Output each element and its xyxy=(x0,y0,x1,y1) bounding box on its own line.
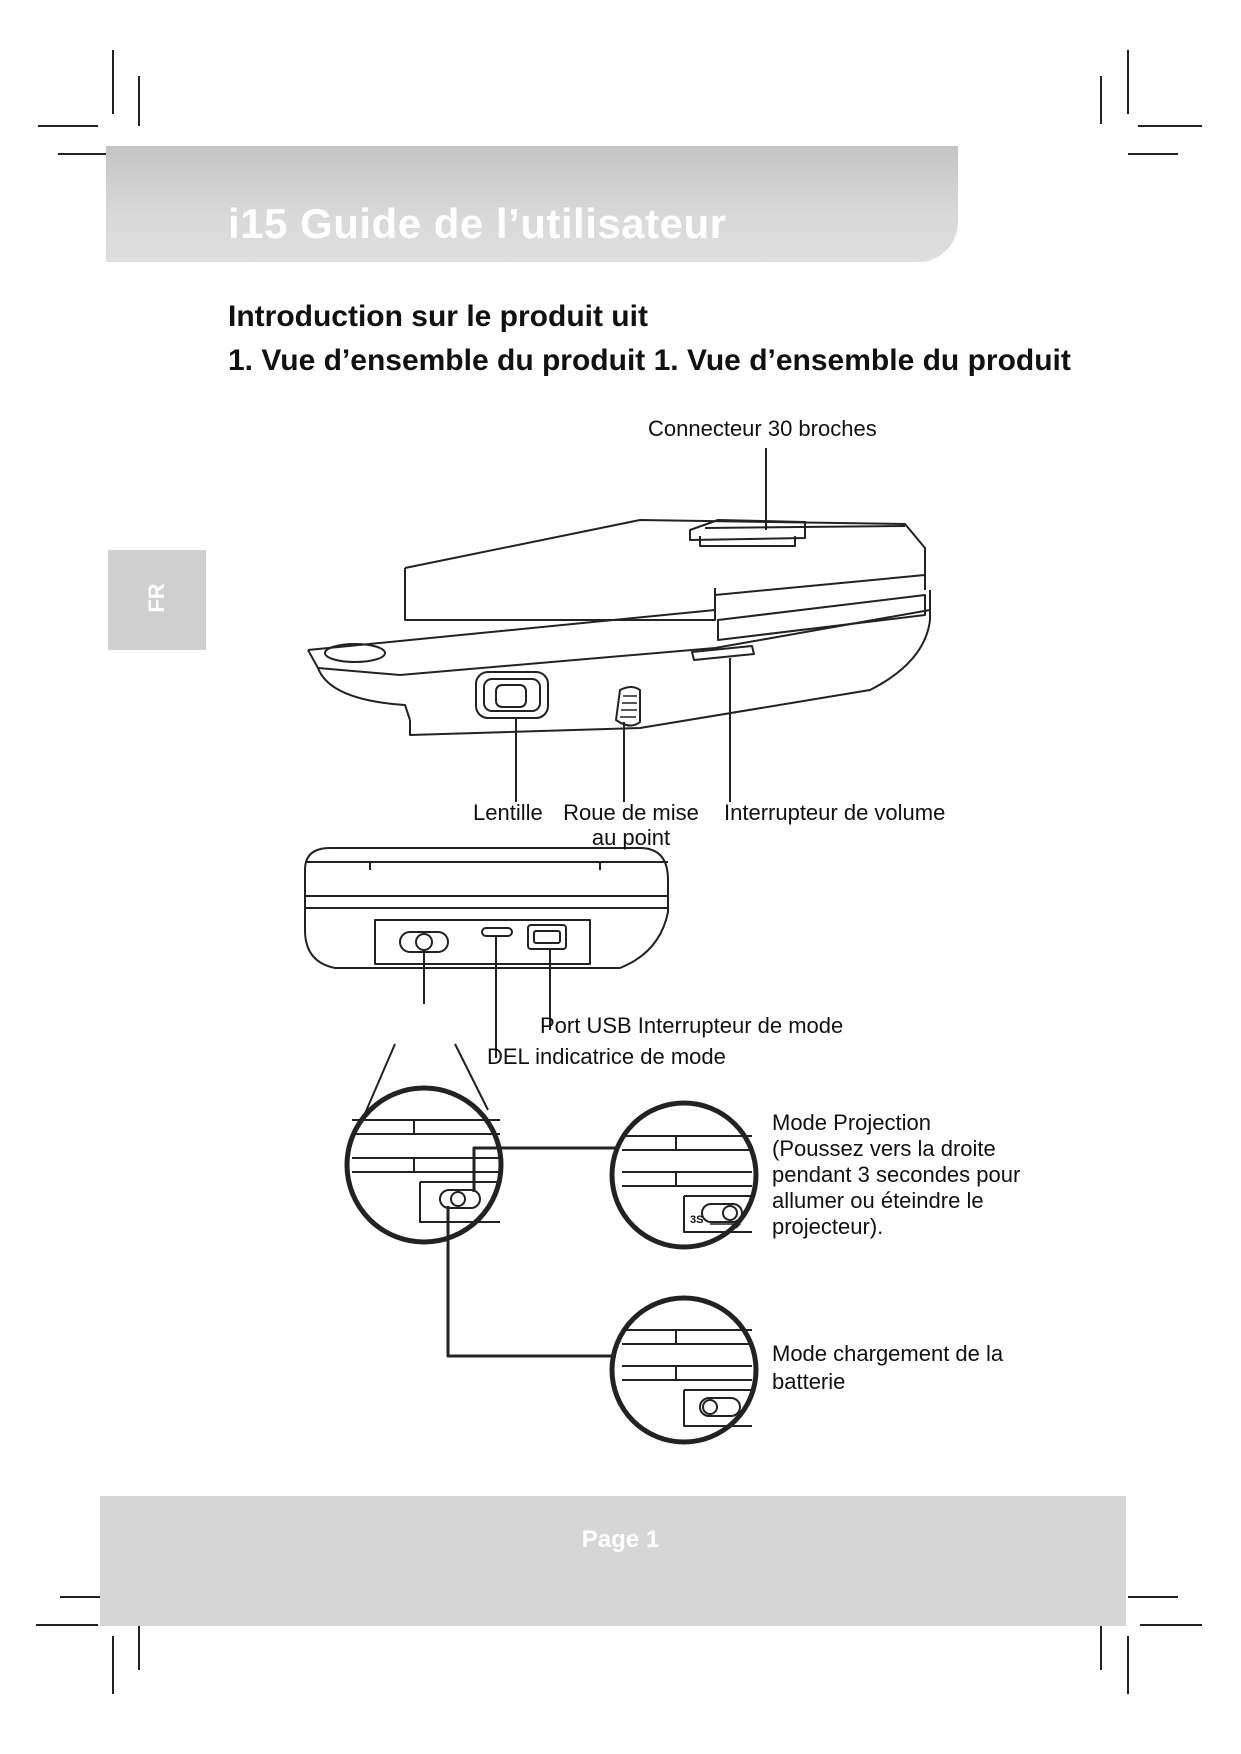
device-top-view xyxy=(308,520,930,735)
projection-line: pendant 3 secondes pour xyxy=(772,1162,1021,1187)
focus-wheel-label-line2: au point xyxy=(591,825,671,850)
projection-line: Mode Projection xyxy=(772,1110,931,1135)
charging-mode-label xyxy=(772,1340,1003,1396)
intro-heading: Introduction sur le produit uit xyxy=(228,300,648,333)
switch-detail-circle xyxy=(347,1088,501,1242)
connector-label: Connecteur 30 broches xyxy=(648,416,877,441)
projection-line: projecteur). xyxy=(772,1214,884,1239)
charging-line: batterie xyxy=(772,1369,846,1394)
usb-mode-label: Port USB Interrupteur de mode xyxy=(540,1013,844,1038)
projection-mode-label xyxy=(772,1110,1020,1240)
lens-label: Lentille xyxy=(473,800,543,825)
charging-mode-circle xyxy=(612,1298,756,1442)
projection-line: allumer ou éteindre le xyxy=(772,1188,984,1213)
page-number: Page 1 xyxy=(581,1526,660,1553)
footer-band xyxy=(100,1496,1126,1626)
language-tab-label: FR xyxy=(144,583,169,613)
device-bottom-view xyxy=(305,848,668,968)
charging-line: Mode chargement de la xyxy=(772,1341,1004,1366)
section-heading: 1. Vue d’ensemble du produit 1. Vue d’ensemble du produit xyxy=(228,344,1071,377)
focus-wheel-label-line1: Roue de mise xyxy=(563,800,699,825)
volume-switch-label: Interrupteur de volume xyxy=(724,800,946,825)
page-title: i15 Guide de l’utilisateur xyxy=(228,200,727,247)
switch-3s-label: 3S xyxy=(690,1214,704,1226)
led-label: DEL indicatrice de mode xyxy=(487,1044,726,1069)
projection-line: (Poussez vers la droite xyxy=(772,1136,996,1161)
projection-mode-circle xyxy=(612,1103,756,1247)
focus-wheel-label xyxy=(560,800,702,850)
